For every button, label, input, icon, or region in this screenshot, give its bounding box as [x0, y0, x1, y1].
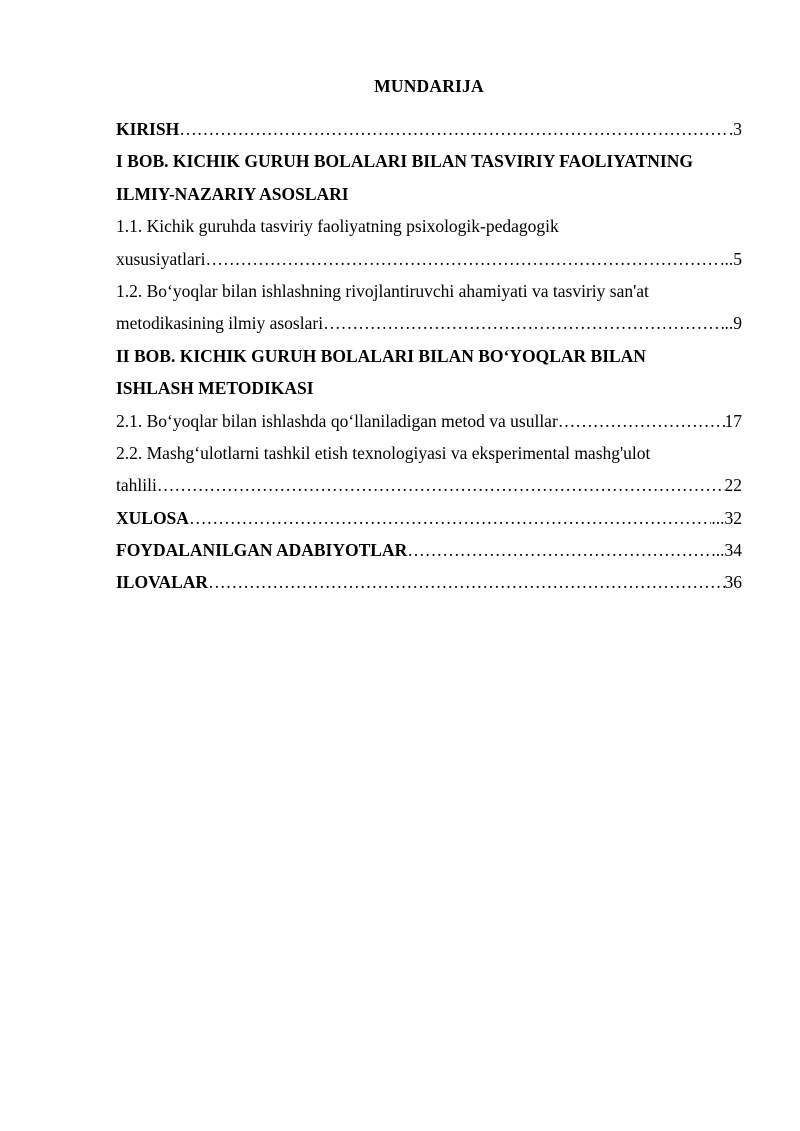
toc-page-number: ..34: [715, 540, 742, 561]
leader-dots: [189, 502, 711, 534]
toc-entry-2-1[interactable]: [116, 405, 742, 437]
toc-title: MUNDARIJA: [374, 76, 484, 96]
toc-entry-label: ILOVALAR: [116, 572, 209, 593]
table-of-contents: [116, 113, 742, 599]
toc-entry-xulosa[interactable]: [116, 502, 742, 534]
toc-entry-label: 2.1. Bo‘yoqlar bilan ishlashda qo‘llaniladigan metod va usullar: [116, 410, 558, 431]
toc-entry-label: tahlili: [116, 475, 157, 496]
toc-page-number: .3: [728, 119, 742, 139]
toc-entry-1-1[interactable]: [116, 243, 742, 275]
leader-dots: [179, 113, 729, 145]
toc-entry-label: XULOSA: [116, 507, 189, 528]
leader-dots: [407, 534, 716, 566]
toc-heading-chapter-1-line-1[interactable]: I BOB. KICHIK GURUH BOLALARI BILAN TASVIRIY FAOLIYATNING: [116, 151, 693, 172]
leader-dots: [205, 243, 720, 275]
toc-page-number: ..9: [724, 313, 742, 334]
toc-page-number: ...5: [720, 248, 742, 269]
toc-page-number: 17: [724, 410, 742, 431]
toc-entry-ilovalar[interactable]: [116, 566, 742, 598]
toc-page-number: 36: [724, 572, 742, 593]
toc-page-number: ...32: [711, 507, 742, 528]
toc-entry-label: FOYDALANILGAN ADABIYOTLAR: [116, 540, 408, 561]
toc-entry-label: KIRISH: [116, 119, 180, 139]
leader-dots: [157, 469, 725, 501]
toc-entry-label: metodikasining ilmiy asoslari: [116, 313, 324, 334]
toc-page-number: 22: [724, 475, 742, 496]
toc-entry-1-2[interactable]: [116, 307, 742, 339]
leader-dots: [208, 566, 724, 598]
toc-entry-adabiyotlar[interactable]: [116, 534, 742, 566]
toc-entry-2-2-line-1[interactable]: 2.2. Mashg‘ulotlarni tashkil etish texnologiyasi va eksperimental mashg'ulot: [116, 442, 651, 463]
leader-dots: [558, 405, 725, 437]
toc-entry-kirish[interactable]: [116, 113, 742, 145]
leader-dots: [323, 307, 724, 339]
toc-heading-chapter-2-line-1[interactable]: II BOB. KICHIK GURUH BOLALARI BILAN BO‘YOQLAR BILAN: [116, 345, 646, 366]
toc-heading-chapter-1-line-2[interactable]: ILMIY-NAZARIY ASOSLARI: [116, 183, 349, 204]
toc-entry-1-1-line-1[interactable]: 1.1. Kichik guruhda tasviriy faoliyatning psixologik-pedagogik: [116, 216, 559, 237]
toc-entry-2-2[interactable]: [116, 469, 742, 501]
toc-entry-label: xususiyatlari: [116, 248, 206, 269]
toc-heading-chapter-2-line-2[interactable]: ISHLASH METODIKASI: [116, 378, 314, 399]
toc-entry-1-2-line-1[interactable]: 1.2. Bo‘yoqlar bilan ishlashning rivojlantiruvchi ahamiyati va tasviriy san'at: [116, 280, 649, 301]
